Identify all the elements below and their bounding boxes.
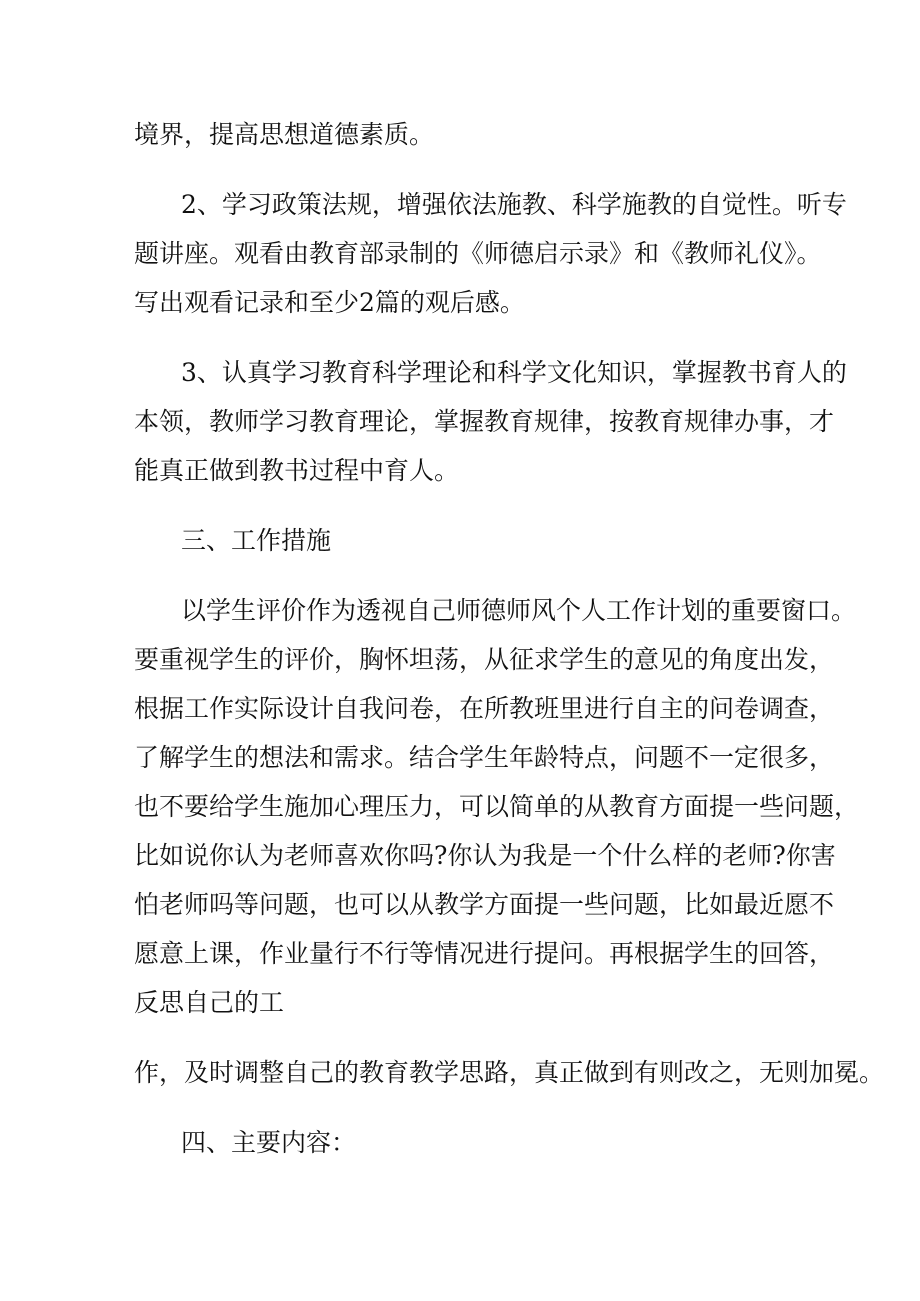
text-line: 要重视学生的评价，胸怀坦荡，从征求学生的意见的角度出发， (134, 645, 835, 674)
text-line: 作，及时调整自己的教育教学思路，真正做到有则改之，无则加冕。 (134, 1058, 885, 1087)
text-line: 根据工作实际设计自我问卷，在所教班里进行自主的问卷调查， (134, 694, 835, 723)
section-heading: 四、主要内容： (181, 1128, 357, 1157)
text-line: 怕老师吗等问题，也可以从教学方面提一些问题，比如最近愿不 (134, 890, 835, 919)
text-line: 了解学生的想法和需求。结合学生年龄特点，问题不一定很多， (134, 743, 835, 772)
section-heading: 三、工作措施 (181, 526, 332, 555)
text-line: 反思自己的工 (134, 988, 285, 1017)
text-line: 题讲座。观看由教育部录制的《师德启示录》和《教师礼仪》。 (134, 239, 822, 268)
text-line: 也不要给学生施加心理压力，可以简单的从教育方面提一些问题， (134, 792, 860, 821)
text-line: 3、认真学习教育科学理论和科学文化知识，掌握教书育人的 (181, 358, 847, 387)
text-line: 能真正做到教书过程中育人。 (134, 456, 460, 485)
text-line: 比如说你认为老师喜欢你吗?你认为我是一个什么样的老师?你害 (134, 841, 836, 870)
text-line: 以学生评价作为透视自己师德师风个人工作计划的重要窗口。 (181, 596, 857, 625)
text-line: 境界，提高思想道德素质。 (134, 120, 435, 149)
text-line: 2、学习政策法规，增强依法施教、科学施教的自觉性。听专 (181, 190, 847, 219)
text-line: 本领，教师学习教育理论，掌握教育规律，按教育规律办事，才 (134, 407, 835, 436)
text-line: 愿意上课，作业量行不行等情况进行提问。再根据学生的回答， (134, 939, 835, 968)
text-line: 写出观看记录和至少2篇的观后感。 (134, 288, 525, 317)
